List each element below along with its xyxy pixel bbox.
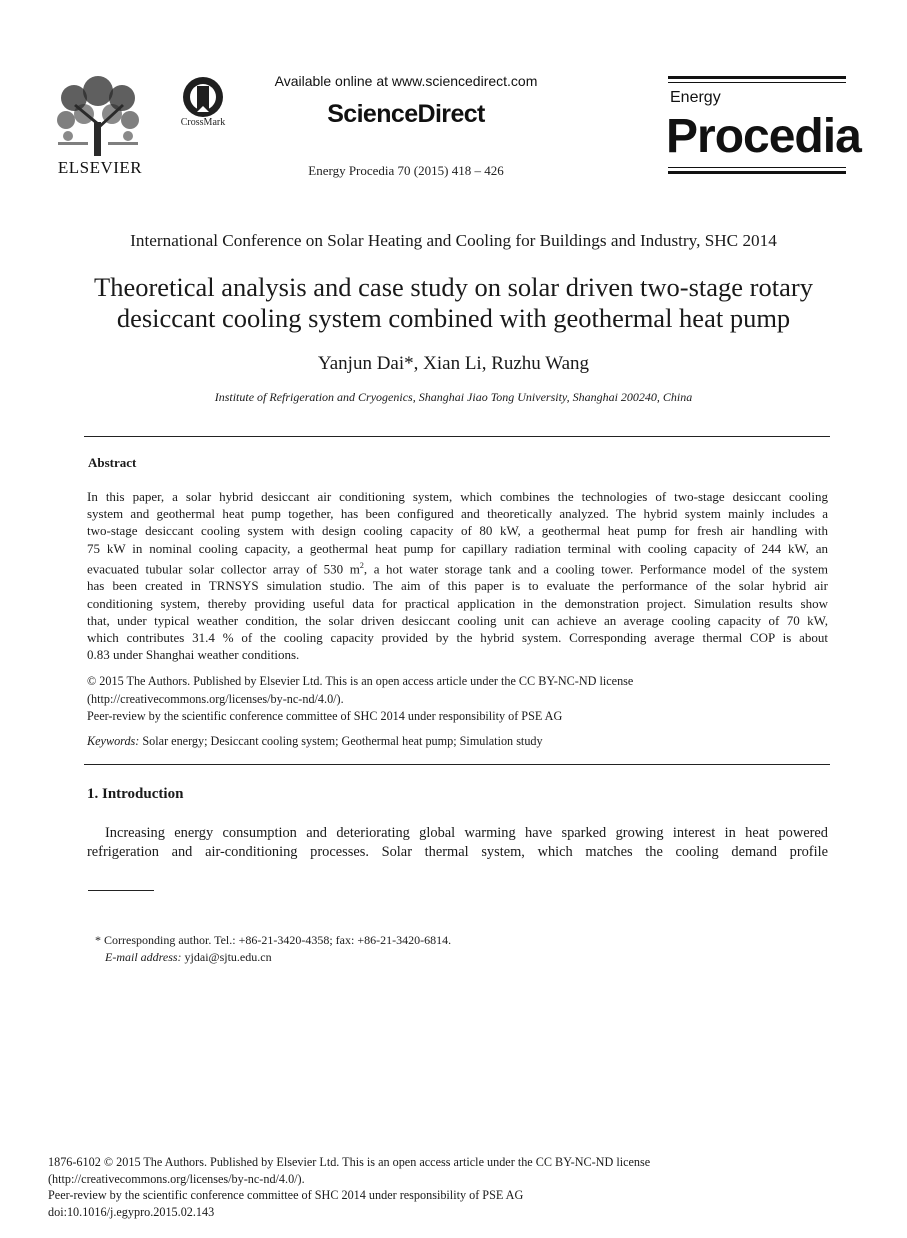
journal-citation: Energy Procedia 70 (2015) 418 – 426	[308, 163, 504, 178]
abstract-line: 0.83 under Shanghai weather conditions.	[87, 647, 300, 663]
abstract-line: In this paper, a solar hybrid desiccant air conditioning system, which combines the technologies of two-stage desiccant cooling	[87, 489, 828, 504]
keywords-list: Solar energy; Desiccant cooling system; Geothermal heat pump; Simulation study	[142, 734, 543, 748]
abstract-line: conditioning system, thereby providing useful data for practical application in the demonstration project. Simulation results show	[87, 595, 828, 611]
abstract-line: which contributes 31.4 % of the cooling capacity provided by the hybrid system. Corresponding average thermal COP is about	[87, 629, 828, 645]
journal-logo-bottom-rule-thin	[668, 167, 846, 168]
introduction-body	[87, 824, 828, 863]
abstract-line: system and geothermal heat pump together, has been configured and theoretically analyzed. The hybrid system mainly includes a	[87, 506, 828, 522]
affiliation: Institute of Refrigeration and Cryogenics, Shanghai Jiao Tong University, Shanghai 200240, China	[214, 390, 693, 404]
article-title-line: Theoretical analysis and case study on solar driven two-stage rotary	[94, 272, 813, 302]
abstract-line: has been created in TRNSYS simulation studio. The aim of this paper is to evaluate the performance of the solar hybrid air	[87, 578, 828, 594]
journal-logo-top-rule	[668, 76, 846, 79]
article-title-line: desiccant cooling system combined with geothermal heat pump	[116, 303, 791, 333]
abstract-top-rule	[84, 436, 830, 437]
sciencedirect-logo[interactable]: ScienceDirect	[327, 100, 485, 128]
keywords	[87, 733, 828, 751]
page-footer	[48, 1154, 868, 1220]
journal-logo-top-rule-thin	[668, 82, 846, 83]
superscript: 2	[359, 560, 364, 570]
section-heading: 1. Introduction	[87, 786, 184, 802]
elsevier-wordmark: ELSEVIER	[57, 158, 143, 177]
elsevier-logo[interactable]	[52, 76, 144, 176]
email-label: E-mail address:	[105, 949, 182, 964]
journal-logo-procedia[interactable]: Procedia	[666, 110, 861, 163]
abstract-bottom-rule	[84, 764, 830, 765]
available-online-link[interactable]: Available online at www.sciencedirect.com	[274, 73, 538, 89]
elsevier-tree-icon	[54, 76, 142, 158]
copyright-line: © 2015 The Authors. Published by Elsevier Ltd. This is an open access article under the CC BY-NC-ND license	[87, 674, 634, 688]
email-link[interactable]: yjdai@sjtu.edu.cn	[184, 949, 272, 964]
footer-license-link[interactable]: (http://creativecommons.org/licenses/by-nc-nd/4.0/).	[48, 1171, 305, 1186]
abstract-line: 75 kW in nominal cooling capacity, a geothermal heat pump for capillary radiation terminal with cooling capacity of 244 kW, an	[87, 540, 828, 556]
article-title	[40, 272, 867, 334]
journal-logo-bottom-rule	[668, 171, 846, 174]
footnote-rule	[88, 890, 154, 891]
doi-link[interactable]: doi:10.1016/j.egypro.2015.02.143	[48, 1204, 215, 1219]
footnote	[95, 932, 451, 965]
peer-review-line: Peer-review by the scientific conference committee of SHC 2014 under responsibility of PSE AG	[87, 709, 563, 723]
introduction-line: refrigeration and air-conditioning processes. Solar thermal system, which matches the cooling demand profile	[87, 844, 828, 861]
introduction-line: Increasing energy consumption and deteriorating global warming have sparked growing interest in heat powered	[105, 825, 828, 841]
abstract-line: that, under typical weather condition, the solar driven desiccant cooling unit can achieve an average cooling capacity of 70 kW,	[87, 612, 828, 628]
abstract-text: evacuated tubular solar collector array of 530 m	[87, 561, 360, 577]
footer-peer-review: Peer-review by the scientific conference committee of SHC 2014 under responsibility of PSE AG	[48, 1188, 524, 1202]
corresponding-author: * Corresponding author. Tel.: +86-21-3420-4358; fax: +86-21-3420-6814.	[95, 933, 452, 947]
journal-logo-energy: Energy	[670, 89, 721, 106]
keywords-label: Keywords:	[87, 734, 140, 748]
abstract-line: two-stage desiccant cooling system with design cooling capacity of 80 kW, a geothermal heat pump for fresh air handling with	[87, 523, 828, 539]
license-link[interactable]: (http://creativecommons.org/licenses/by-nc-nd/4.0/).	[87, 691, 344, 706]
crossmark-label: CrossMark	[180, 117, 226, 128]
footer-copyright: 1876-6102 © 2015 The Authors. Published by Elsevier Ltd. This is an open access article under the CC BY-NC-ND license	[48, 1155, 651, 1169]
abstract-heading: Abstract	[88, 455, 137, 470]
abstract-body	[87, 488, 828, 663]
email-line	[95, 949, 451, 966]
abstract-text: , a hot water storage tank and a cooling tower. Performance model of the system	[363, 561, 828, 577]
copyright-block	[87, 673, 828, 726]
abstract-line	[87, 557, 828, 578]
author-list: Yanjun Dai*, Xian Li, Ruzhu Wang	[317, 353, 590, 374]
conference-name: International Conference on Solar Heating and Cooling for Buildings and Industry, SHC 2014	[130, 231, 777, 250]
